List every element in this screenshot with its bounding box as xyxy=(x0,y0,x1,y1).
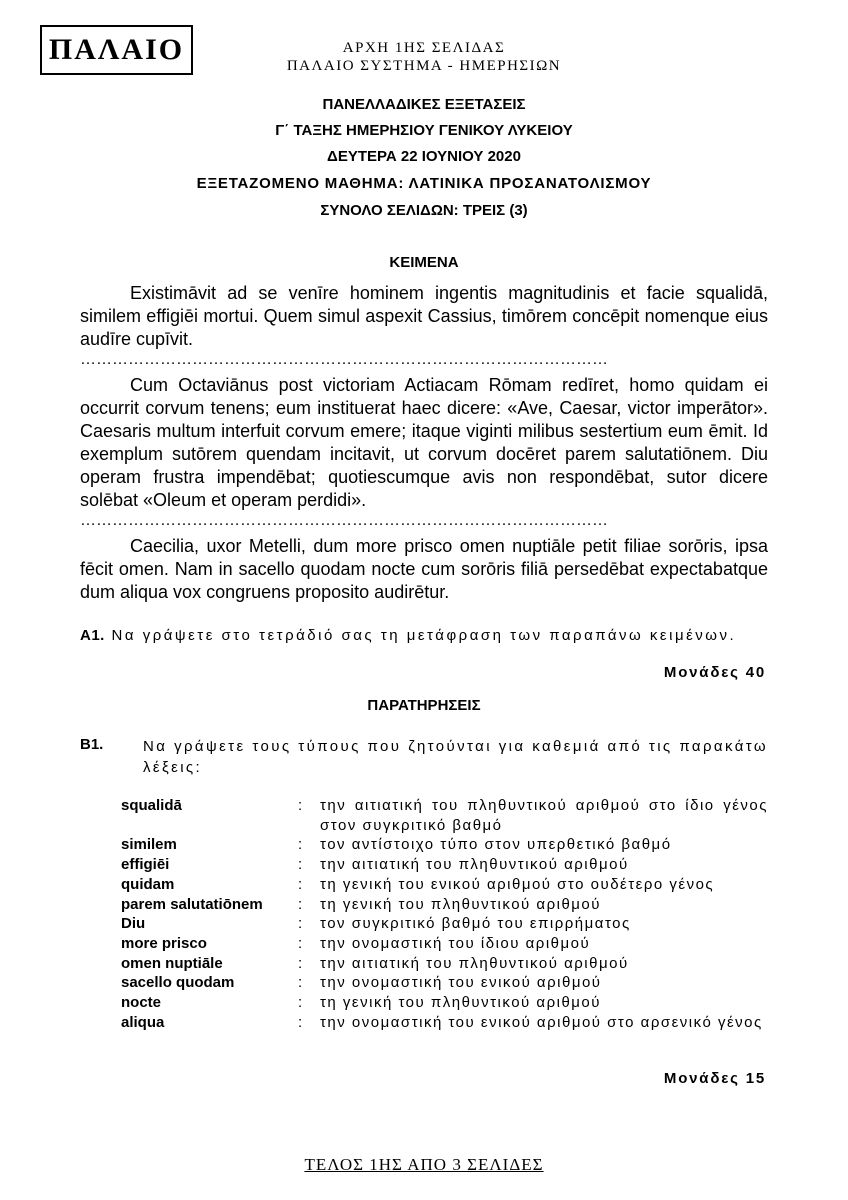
b1-marks: Μονάδες 15 xyxy=(663,1070,766,1087)
word-colon: : xyxy=(298,954,303,972)
word-term: parem salutatiōnem xyxy=(121,895,263,913)
word-term: squalidā xyxy=(121,797,182,814)
exam-subject: ΕΞΕΤΑΖΟΜΕΝΟ ΜΑΘΗΜΑ: ΛΑΤΙΝΙΚΑ ΠΡΟΣΑΝΑΤΟΛΙΣΜΟΥ xyxy=(196,175,652,192)
list-item xyxy=(121,895,768,915)
word-description: την αιτιατική του πληθυντικού αριθμού xyxy=(320,954,629,972)
word-colon: : xyxy=(298,856,303,874)
word-term: quidam xyxy=(121,875,175,893)
texts-heading: ΚΕΙΜΕΝΑ xyxy=(389,254,459,271)
page-end-label: ΤΕΛΟΣ 1ΗΣ ΑΠΟ 3 ΣΕΛΙΔΕΣ xyxy=(304,1155,544,1174)
word-list xyxy=(121,796,768,1032)
old-system-stamp: ΠΑΛΑΙΟ xyxy=(40,25,193,75)
list-item xyxy=(121,934,768,954)
word-description: τη γενική του πληθυντικού αριθμού xyxy=(320,895,601,913)
word-colon: : xyxy=(298,1013,303,1031)
question-a1-label: Α1. xyxy=(80,627,105,644)
exam-title: ΠΑΝΕΛΛΑΔΙΚΕΣ ΕΞΕΤΑΣΕΙΣ xyxy=(322,96,526,113)
list-item xyxy=(121,855,768,875)
list-item xyxy=(121,835,768,855)
separator-1: ……………………………………………………………………………………… xyxy=(80,351,608,368)
list-item xyxy=(121,796,768,835)
list-item xyxy=(121,914,768,934)
word-colon: : xyxy=(298,974,303,992)
word-colon: : xyxy=(298,875,303,893)
exam-date: ΔΕΥΤΕΡΑ 22 ΙΟΥΝΙΟΥ 2020 xyxy=(327,148,521,165)
list-item xyxy=(121,973,768,993)
word-term: effigiēi xyxy=(121,856,170,874)
latin-passage-1: Existimāvit ad se venīre hominem ingentis magnitudinis et facie squalidā, similem effigiēi mortui. Quem simul aspexit Cassius, timōrem concēpit nomenque eius audīre cupīvit. xyxy=(80,283,768,349)
word-description: την αιτιατική του πληθυντικού αριθμού στο ίδιο γένος στον συγκριτικό βαθμό xyxy=(320,797,768,834)
page-start-label: ΑΡΧΗ 1ΗΣ ΣΕΛΙΔΑΣ xyxy=(342,40,506,56)
word-description: τη γενική του πληθυντικού αριθμού xyxy=(320,994,601,1012)
word-description: την ονομαστική του ίδιου αριθμού xyxy=(320,934,591,952)
word-description: τη γενική του ενικού αριθμού στο ουδέτερο γένος xyxy=(320,875,715,893)
word-colon: : xyxy=(298,895,303,913)
page-count: ΣΥΝΟΛΟ ΣΕΛΙΔΩΝ: ΤΡΕΙΣ (3) xyxy=(320,202,528,219)
word-description: τον συγκριτικό βαθμό του επιρρήματος xyxy=(320,915,631,933)
word-colon: : xyxy=(298,915,303,933)
exam-grade: Γ΄ ΤΑΞΗΣ ΗΜΕΡΗΣΙΟΥ ΓΕΝΙΚΟΥ ΛΥΚΕΙΟΥ xyxy=(275,122,573,139)
word-colon: : xyxy=(298,994,303,1012)
word-description: τον αντίστοιχο τύπο στον υπερθετικό βαθμό xyxy=(320,836,672,854)
latin-passage-2: Cum Octaviānus post victoriam Actiacam Rōmam redīret, homo quidam ei occurrit corvum tenens; eum instituerat haec dicere: «Ave, Caesar, victor imperātor». Caesaris multum interfuit corvum emere; itaque viginti milibus sestertium eum ēmit. Id exemplum sutōrem quendam incitavit, ut corvum docēret parem salutatiōnem. Diu operam frustra impendēbat; quotiescumque avis non respondēbat, sutor dicere solēbat «Oleum et operam perdidi». xyxy=(80,375,768,510)
list-item xyxy=(121,1013,768,1033)
system-label: ΠΑΛΑΙΟ ΣΥΣΤΗΜΑ - ΗΜΕΡΗΣΙΩΝ xyxy=(286,58,562,74)
page-footer xyxy=(0,1155,848,1175)
word-colon: : xyxy=(298,934,303,952)
word-description: την ονομαστική του ενικού αριθμού στο αρσενικό γένος xyxy=(320,1013,763,1031)
word-colon: : xyxy=(298,797,303,814)
word-term: nocte xyxy=(121,994,162,1012)
word-term: sacello quodam xyxy=(121,974,235,992)
word-term: more prisco xyxy=(121,934,207,952)
word-description: την αιτιατική του πληθυντικού αριθμού xyxy=(320,856,629,874)
question-b1-text: Να γράψετε τους τύπους που ζητούνται για καθεμιά από τις παρακάτω λέξεις: xyxy=(143,738,768,776)
word-colon: : xyxy=(298,836,303,854)
separator-2: ……………………………………………………………………………………… xyxy=(80,512,608,529)
a1-marks: Μονάδες 40 xyxy=(663,664,766,681)
word-term: aliqua xyxy=(121,1013,165,1031)
latin-passage-3: Caecilia, uxor Metelli, dum more prisco omen nuptiāle petit filiae sorōris, ipsa fēcit omen. Nam in sacello quodam nocte cum sorōris filiā persedēbat expectabatque dum aliqua vox congruens proposito audirētur. xyxy=(80,536,768,602)
list-item xyxy=(121,954,768,974)
word-description: την ονομαστική του ενικού αριθμού xyxy=(320,974,602,992)
word-term: omen nuptiāle xyxy=(121,954,223,972)
word-term: similem xyxy=(121,836,177,854)
question-a1 xyxy=(80,625,768,646)
word-term: Diu xyxy=(121,915,146,933)
list-item xyxy=(121,993,768,1013)
list-item xyxy=(121,875,768,895)
notes-heading: ΠΑΡΑΤΗΡΗΣΕΙΣ xyxy=(367,697,481,714)
question-b1-label: Β1. xyxy=(80,736,104,753)
question-a1-text: Να γράψετε στο τετράδιό σας τη μετάφραση των παραπάνω κειμένων. xyxy=(111,627,737,644)
